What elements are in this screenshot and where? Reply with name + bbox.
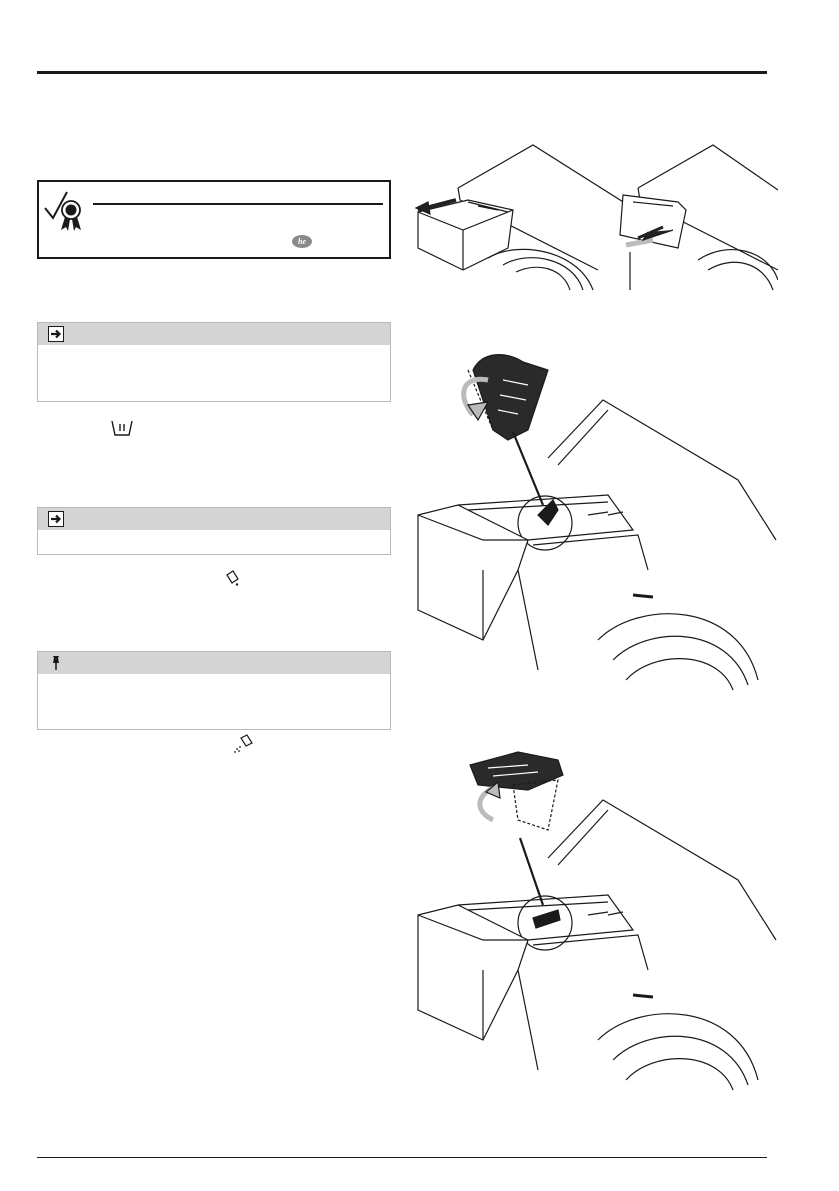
info-box-1	[37, 322, 391, 402]
top-rule	[37, 71, 767, 74]
arrow-right-icon	[48, 326, 64, 342]
note-box-header	[38, 652, 390, 674]
arrow-right-icon	[48, 511, 64, 527]
info-box-2-header	[38, 508, 390, 530]
note-box	[37, 651, 391, 730]
liquid-flap-down-illustration	[408, 340, 778, 700]
powder-detergent-icon	[232, 734, 254, 754]
certification-rule	[93, 203, 383, 205]
info-box-2	[37, 507, 391, 555]
certification-box	[37, 180, 391, 259]
liquid-flap-up-illustration	[408, 740, 778, 1100]
he-logo: he	[292, 235, 312, 248]
certification-ribbon-icon	[43, 188, 89, 234]
pushpin-icon	[48, 655, 64, 671]
liquid-detergent-icon	[224, 569, 242, 587]
bottom-rule	[37, 1157, 767, 1158]
drawer-open-close-illustration	[408, 140, 778, 300]
main-wash-compartment-icon	[110, 419, 134, 437]
info-box-1-header	[38, 323, 390, 345]
